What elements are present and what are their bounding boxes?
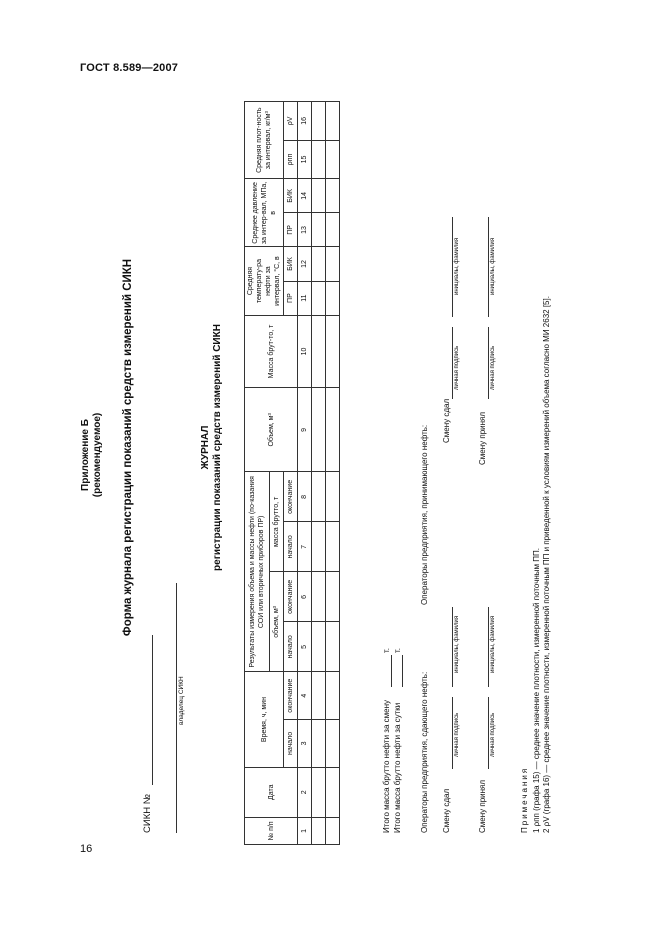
- total-day-unit: т.: [393, 648, 402, 653]
- total-shift-label: Итого масса брутто нефти за смену: [382, 700, 391, 833]
- page-number: 16: [80, 843, 93, 855]
- col-pressure-header: Среднее давление за интер-вал, МПа, в: [245, 179, 284, 247]
- total-day-line: [402, 655, 403, 687]
- sikn-label: СИКН №: [142, 794, 153, 833]
- volume-start-header: начало: [284, 622, 298, 672]
- col-volume-total-header: Объем, м³: [245, 388, 298, 472]
- column-number: 6: [298, 572, 312, 622]
- initials-line: [452, 217, 453, 317]
- col-temperature-header: Средняя температу-ра нефти за интервал, °С, в: [245, 247, 284, 315]
- signature-line: [452, 697, 453, 769]
- signature-caption: личная подпись: [490, 712, 496, 757]
- initials-caption: инициалы, фамилия: [490, 237, 496, 295]
- shift-received-left-label: Смену принял: [478, 779, 487, 833]
- column-number: 5: [298, 622, 312, 672]
- sikn-owner-line: [176, 583, 177, 833]
- column-number: 9: [298, 388, 312, 472]
- standard-header: ГОСТ 8.589—2007: [80, 62, 179, 74]
- signature-line: [488, 697, 489, 769]
- column-number: 16: [298, 102, 312, 141]
- column-number: 1: [298, 817, 312, 844]
- shift-handed-left-label: Смену сдал: [442, 788, 451, 833]
- col-results-header: Результаты измерения объема и массы нефти (по-казания СОИ или вторичных приборов ПР): [245, 472, 270, 672]
- mass-start-header: начало: [284, 522, 298, 572]
- col-density-header: Средняя плот-ность за интервал, кг/м³: [245, 102, 284, 179]
- col-mass-header: масса брутто, т: [269, 472, 283, 572]
- signature-line: [488, 327, 489, 399]
- col-number-header: № п/п: [245, 817, 298, 844]
- column-number: 8: [298, 472, 312, 522]
- rotated-content: [80, 50, 551, 845]
- notes-heading: Примечания: [520, 766, 529, 833]
- density-pp-header: ρпп: [284, 140, 298, 179]
- appendix-status: (рекомендуемое): [92, 412, 103, 498]
- time-end-header: окончание: [284, 672, 298, 720]
- signature-caption: личная подпись: [490, 345, 496, 390]
- col-date-header: Дата: [245, 767, 298, 817]
- column-numbers-row: [298, 102, 312, 845]
- journal-subtitle: регистрации показаний средств измерений СИКН: [212, 324, 223, 571]
- table-row: [326, 102, 340, 845]
- column-number: 11: [298, 281, 312, 315]
- note-1: 1 ρпп (графа 15) — среднее значение плотности, измеренной поточным ПП.: [532, 548, 541, 833]
- col-mass-gross-header: Масса брут-то, т: [245, 315, 298, 388]
- initials-line: [488, 217, 489, 317]
- initials-line: [488, 607, 489, 687]
- pressure-bik-header: БИК: [284, 179, 298, 213]
- note-2: 2 ρV (графа 16) — среднее значение плотности, измеренной поточным ПП и приведенной к условиям измерений объема согласно МИ 2632 [5].: [542, 296, 551, 833]
- column-number: 15: [298, 140, 312, 179]
- signature-caption: личная подпись: [454, 712, 460, 757]
- initials-line: [452, 607, 453, 687]
- column-number: 7: [298, 522, 312, 572]
- column-number: 3: [298, 720, 312, 768]
- journal-heading: [200, 50, 224, 845]
- total-day-label: Итого масса брутто нефти за сутки: [393, 702, 402, 833]
- total-shift-unit: т.: [382, 648, 391, 653]
- journal-table: [244, 101, 340, 845]
- signature-caption: личная подпись: [454, 345, 460, 390]
- col-volume-header: объем, м³: [269, 572, 283, 672]
- signature-line: [452, 327, 453, 399]
- column-number: 2: [298, 767, 312, 817]
- sikn-number-line: [152, 635, 153, 785]
- time-start-header: начало: [284, 720, 298, 768]
- initials-caption: инициалы, фамилия: [454, 237, 460, 295]
- col-time-header: Время, ч, мин: [245, 672, 284, 767]
- appendix-heading: [80, 375, 104, 535]
- mass-end-header: окончание: [284, 472, 298, 522]
- shift-received-right-label: Смену принял: [478, 411, 487, 465]
- initials-caption: инициалы, фамилия: [490, 615, 496, 673]
- column-number: 4: [298, 672, 312, 720]
- initials-caption: инициалы, фамилия: [454, 615, 460, 673]
- column-number: 12: [298, 247, 312, 281]
- form-title: Форма журнала регистрации показаний средств измерений СИКН: [122, 258, 134, 637]
- journal-title: ЖУРНАЛ: [200, 425, 211, 470]
- shift-handed-right-label: Смену сдал: [442, 398, 451, 443]
- volume-end-header: окончание: [284, 572, 298, 622]
- table-row: [312, 102, 326, 845]
- operators-receiving-label: Операторы предприятия, принимающего нефть:: [420, 424, 429, 605]
- temp-pr-header: ПР: [284, 281, 298, 315]
- column-number: 13: [298, 213, 312, 247]
- column-number: 14: [298, 179, 312, 213]
- sikn-owner-caption: владелец СИКН: [178, 676, 185, 725]
- total-shift-line: [391, 655, 392, 687]
- operators-handing-label: Операторы предприятия, сдающего нефть:: [420, 671, 429, 833]
- pressure-pr-header: ПР: [284, 213, 298, 247]
- density-v-header: ρV: [284, 102, 298, 141]
- column-number: 10: [298, 315, 312, 388]
- appendix-title: Приложение Б: [80, 419, 91, 491]
- temp-bik-header: БИК: [284, 247, 298, 281]
